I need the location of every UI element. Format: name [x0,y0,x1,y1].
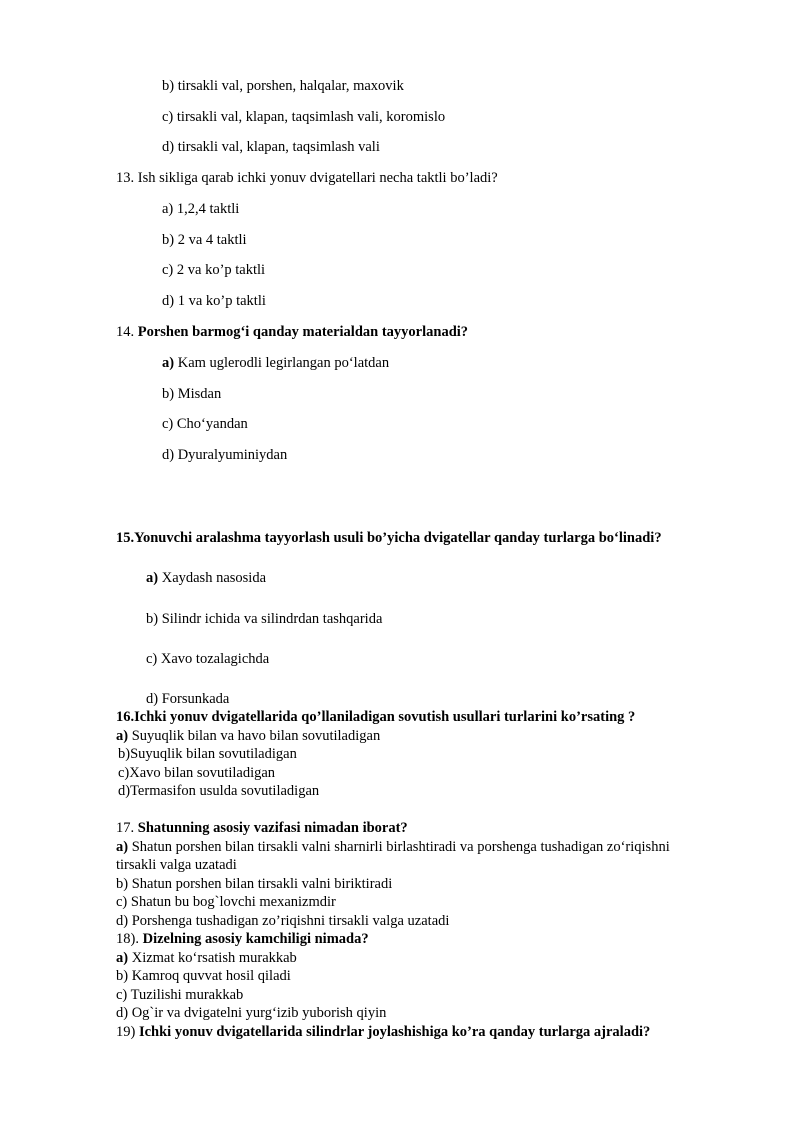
q13-question: 13. Ish sikliga qarab ichki yonuv dvigatellari necha taktli bo’ladi? [116,170,498,186]
q14-option-d: d) Dyuralyuminiydan [162,447,288,463]
q17-option-b: b) Shatun porshen bilan tirsakli valni biriktiradi [116,876,393,892]
q16-option-b: b)Suyuqlik bilan sovutiladigan [118,746,297,762]
q17-question: Shatunning asosiy vazifasi nimadan iborat? [137,820,408,836]
q14-number: 14. [116,324,138,340]
q17-option-c: c) Shatun bu bog`lovchi mexanizmdir [116,894,336,910]
q14-option-b: b) Misdan [162,386,222,402]
q19-question: Ichki yonuv dvigatellarida silindrlar joylashishiga ko’ra qanday turlarga ajraladi? [138,1024,651,1040]
q17-option-a [116,838,670,856]
q15-option-c: c) Xavo tozalagichda [146,651,270,667]
q18-question: Dizelning asosiy kamchiligi nimada? [142,931,369,947]
q14-option-c: c) Cho‘yandan [162,416,248,432]
q15-option-d: d) Forsunkada [146,691,230,707]
q13-option-d: d) 1 va ko’p taktli [162,293,266,309]
q17-option-a-continuation: tirsakli valga uzatadi [116,857,237,873]
q15-option-b: b) Silindr ichida va silindrdan tashqarida [146,611,383,627]
q18-number: 18). [116,931,143,947]
q15-option-a [146,569,266,587]
q16-question-line [116,708,635,726]
q18-option-a-label: a) [116,950,129,966]
q16-option-c: c)Xavo bilan sovutiladigan [118,765,276,781]
q17-option-a-text: Shatun porshen bilan tirsakli valni sharnirli birlashtiradi va porshenga tushadigan zo‘riqishni [128,839,670,855]
q15-question: 15.Yonuvchi aralashma tayyorlash usuli bo’yicha dvigatellar qanday turlarga bo‘linadi? [116,530,662,546]
q18-option-a [116,949,297,967]
q14-option-a-label: a) [162,355,175,371]
q13-option-c: c) 2 va ko’p taktli [162,262,266,278]
q18-option-c: c) Tuzilishi murakkab [116,987,244,1003]
q13-option-b: b) 2 va 4 taktli [162,232,247,248]
q18-option-b: b) Kamroq quvvat hosil qiladi [116,968,291,984]
q12-option-d: d) tirsakli val, klapan, taqsimlash vali [162,139,380,155]
q18-option-d: d) Og`ir va dvigatelni yurg‘izib yuborish qiyin [116,1005,387,1021]
q16-option-a-label: a) [116,728,129,744]
q14-question-line [116,323,468,341]
q15-option-a-text: Xaydash nasosida [158,570,267,586]
q17-option-a-label: a) [116,839,129,855]
q16-option-d: d)Termasifon usulda sovutiladigan [118,783,320,799]
q18-question-line [116,930,369,948]
q14-question: Porshen barmog‘i qanday materialdan tayyorlanadi? [137,324,469,340]
q17-number: 17. [116,820,138,836]
q16-option-a [116,727,380,745]
q17-option-d: d) Porshenga tushadigan zo’riqishni tirsakli valga uzatadi [116,913,450,929]
q14-option-a [162,354,389,372]
q19-question-line [116,1023,650,1041]
q12-option-c: c) tirsakli val, klapan, taqsimlash vali, koromislo [162,109,446,125]
q16-question: 16.Ichki yonuv dvigatellarida qo’llaniladigan sovutish usullari turlarini ko’rsating ? [116,709,636,725]
q16-option-a-text: Suyuqlik bilan va havo bilan sovutiladigan [128,728,381,744]
q14-option-a-text: Kam uglerodli legirlangan po‘latdan [174,355,390,371]
q13-option-a: a) 1,2,4 taktli [162,201,240,217]
q18-option-a-text: Xizmat ko‘rsatish murakkab [128,950,297,966]
q15-question-line [116,529,662,547]
q12-option-b: b) tirsakli val, porshen, halqalar, maxovik [162,78,404,94]
q15-option-a-label: a) [146,570,159,586]
q17-question-line [116,819,408,837]
q19-number: 19) [116,1024,139,1040]
